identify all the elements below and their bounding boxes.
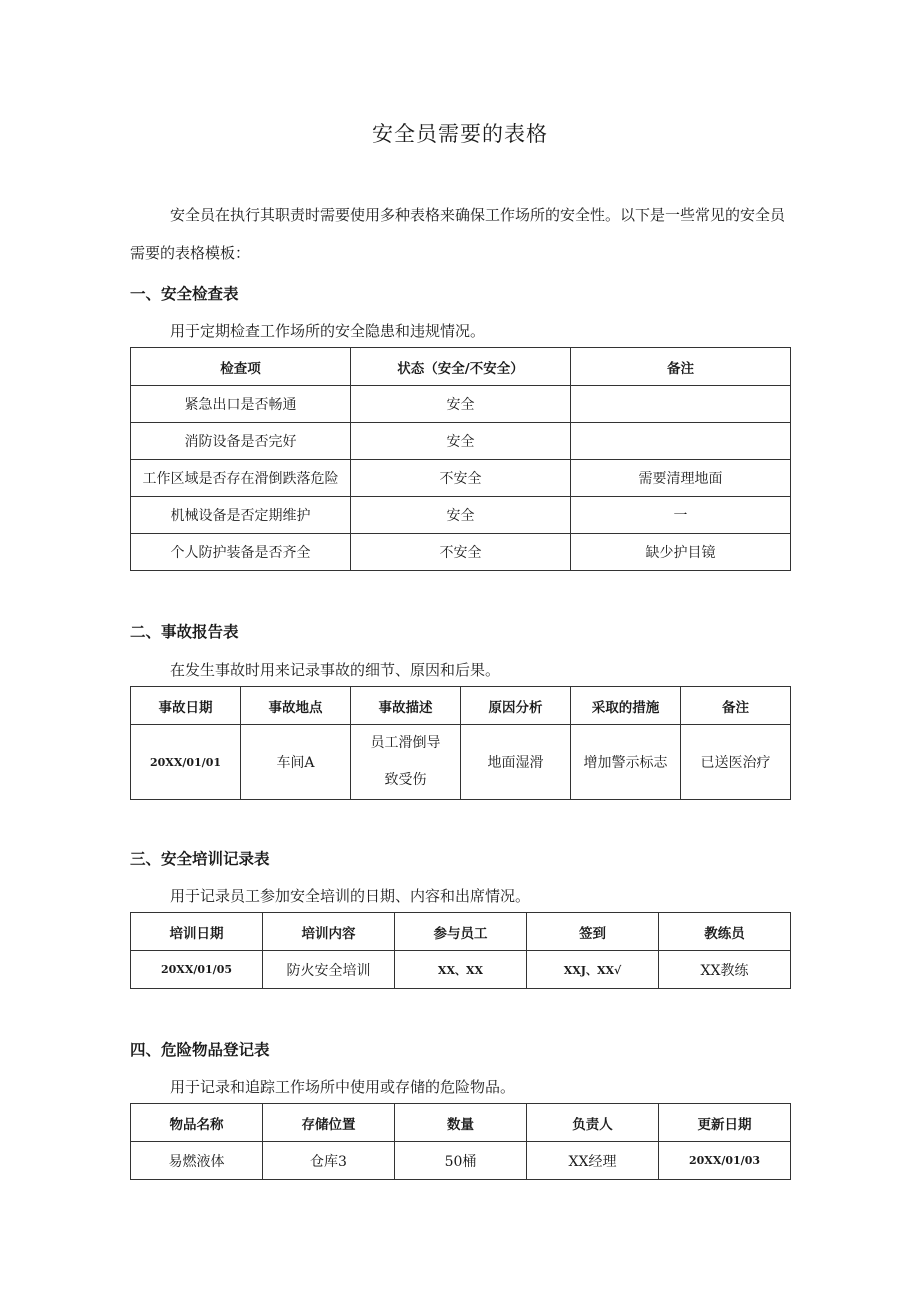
table-cell: XX经理 [527,1142,659,1180]
section-desc-training: 用于记录员工参加安全培训的日期、内容和出席情况。 [170,887,531,905]
table-cell: 一 [571,497,791,534]
section-heading-accident: 二、事故报告表 [130,623,239,641]
table-header-cell: 培训内容 [263,913,395,951]
table-cell: 防火安全培训 [263,951,395,989]
table-cell: 消防设备是否完好 [131,423,351,460]
table-cell: 20XX/01/03 [659,1142,791,1180]
table-cell: 机械设备是否定期维护 [131,497,351,534]
table-header-cell: 负责人 [527,1104,659,1142]
table-header-cell: 事故描述 [351,687,461,725]
table-cell: 20XX/01/05 [131,951,263,989]
section-heading-hazmat: 四、危险物品登记表 [130,1041,270,1059]
table-cell: 地面湿滑 [461,725,571,800]
table-header-row [131,1104,791,1142]
table-cell: 安全 [351,497,571,534]
table-cell: 50桶 [395,1142,527,1180]
table-header-cell: 更新日期 [659,1104,791,1142]
table-header-cell: 教练员 [659,913,791,951]
table-cell: XXJ、XX√ [527,951,659,989]
table-header-cell: 培训日期 [131,913,263,951]
table-header-row [131,687,791,725]
table-header-row [131,348,791,386]
section-desc-accident: 在发生事故时用来记录事故的细节、原因和后果。 [170,661,501,679]
table-header-cell: 事故地点 [241,687,351,725]
table-row [131,534,791,571]
training-table [130,912,791,989]
table-cell: 缺少护目镜 [571,534,791,571]
accident-table [130,686,791,800]
table-cell [571,386,791,423]
table-header-cell: 物品名称 [131,1104,263,1142]
table-row [131,423,791,460]
table-cell: 增加警示标志 [571,725,681,800]
table-cell: 仓库3 [263,1142,395,1180]
table-cell: 不安全 [351,534,571,571]
table-cell: 安全 [351,386,571,423]
table-header-cell: 签到 [527,913,659,951]
table-cell: 已送医治疗 [681,725,791,800]
table-cell: 不安全 [351,460,571,497]
table-row [131,497,791,534]
table-cell: 易燃液体 [131,1142,263,1180]
table-cell: 车间A [241,725,351,800]
page-title: 安全员需要的表格 [372,122,548,146]
section-desc-hazmat: 用于记录和追踪工作场所中使用或存储的危险物品。 [170,1078,516,1096]
table-cell: XX教练 [659,951,791,989]
table-row [131,1142,791,1180]
table-header-cell: 检查项 [131,348,351,386]
table-cell: 员工滑倒导致受伤 [351,725,461,800]
table-cell: 工作区域是否存在滑倒跌落危险 [131,460,351,497]
table-row [131,951,791,989]
table-header-cell: 事故日期 [131,687,241,725]
table-header-cell: 采取的措施 [571,687,681,725]
table-row [131,725,791,800]
table-cell: 安全 [351,423,571,460]
table-cell: 紧急出口是否畅通 [131,386,351,423]
hazmat-table [130,1103,791,1180]
table-header-cell: 数量 [395,1104,527,1142]
table-cell: XX、XX [395,951,527,989]
inspection-table [130,347,791,571]
table-header-cell: 备注 [681,687,791,725]
intro-paragraph: 安全员在执行其职责时需要使用多种表格来确保工作场所的安全性。以下是一些常见的安全员需要的表格模板： [130,206,786,262]
table-cell: 20XX/01/01 [131,725,241,800]
table-row [131,386,791,423]
section-desc-inspection: 用于定期检查工作场所的安全隐患和违规情况。 [170,322,486,340]
table-cell: 需要清理地面 [571,460,791,497]
section-heading-training: 三、安全培训记录表 [130,850,270,868]
table-header-cell: 参与员工 [395,913,527,951]
table-header-cell: 备注 [571,348,791,386]
table-header-cell: 存储位置 [263,1104,395,1142]
table-row [131,460,791,497]
table-header-cell: 原因分析 [461,687,571,725]
table-header-cell: 状态（安全/不安全） [351,348,571,386]
table-header-row [131,913,791,951]
table-cell [571,423,791,460]
table-cell: 个人防护装备是否齐全 [131,534,351,571]
section-heading-inspection: 一、安全检查表 [130,285,239,303]
